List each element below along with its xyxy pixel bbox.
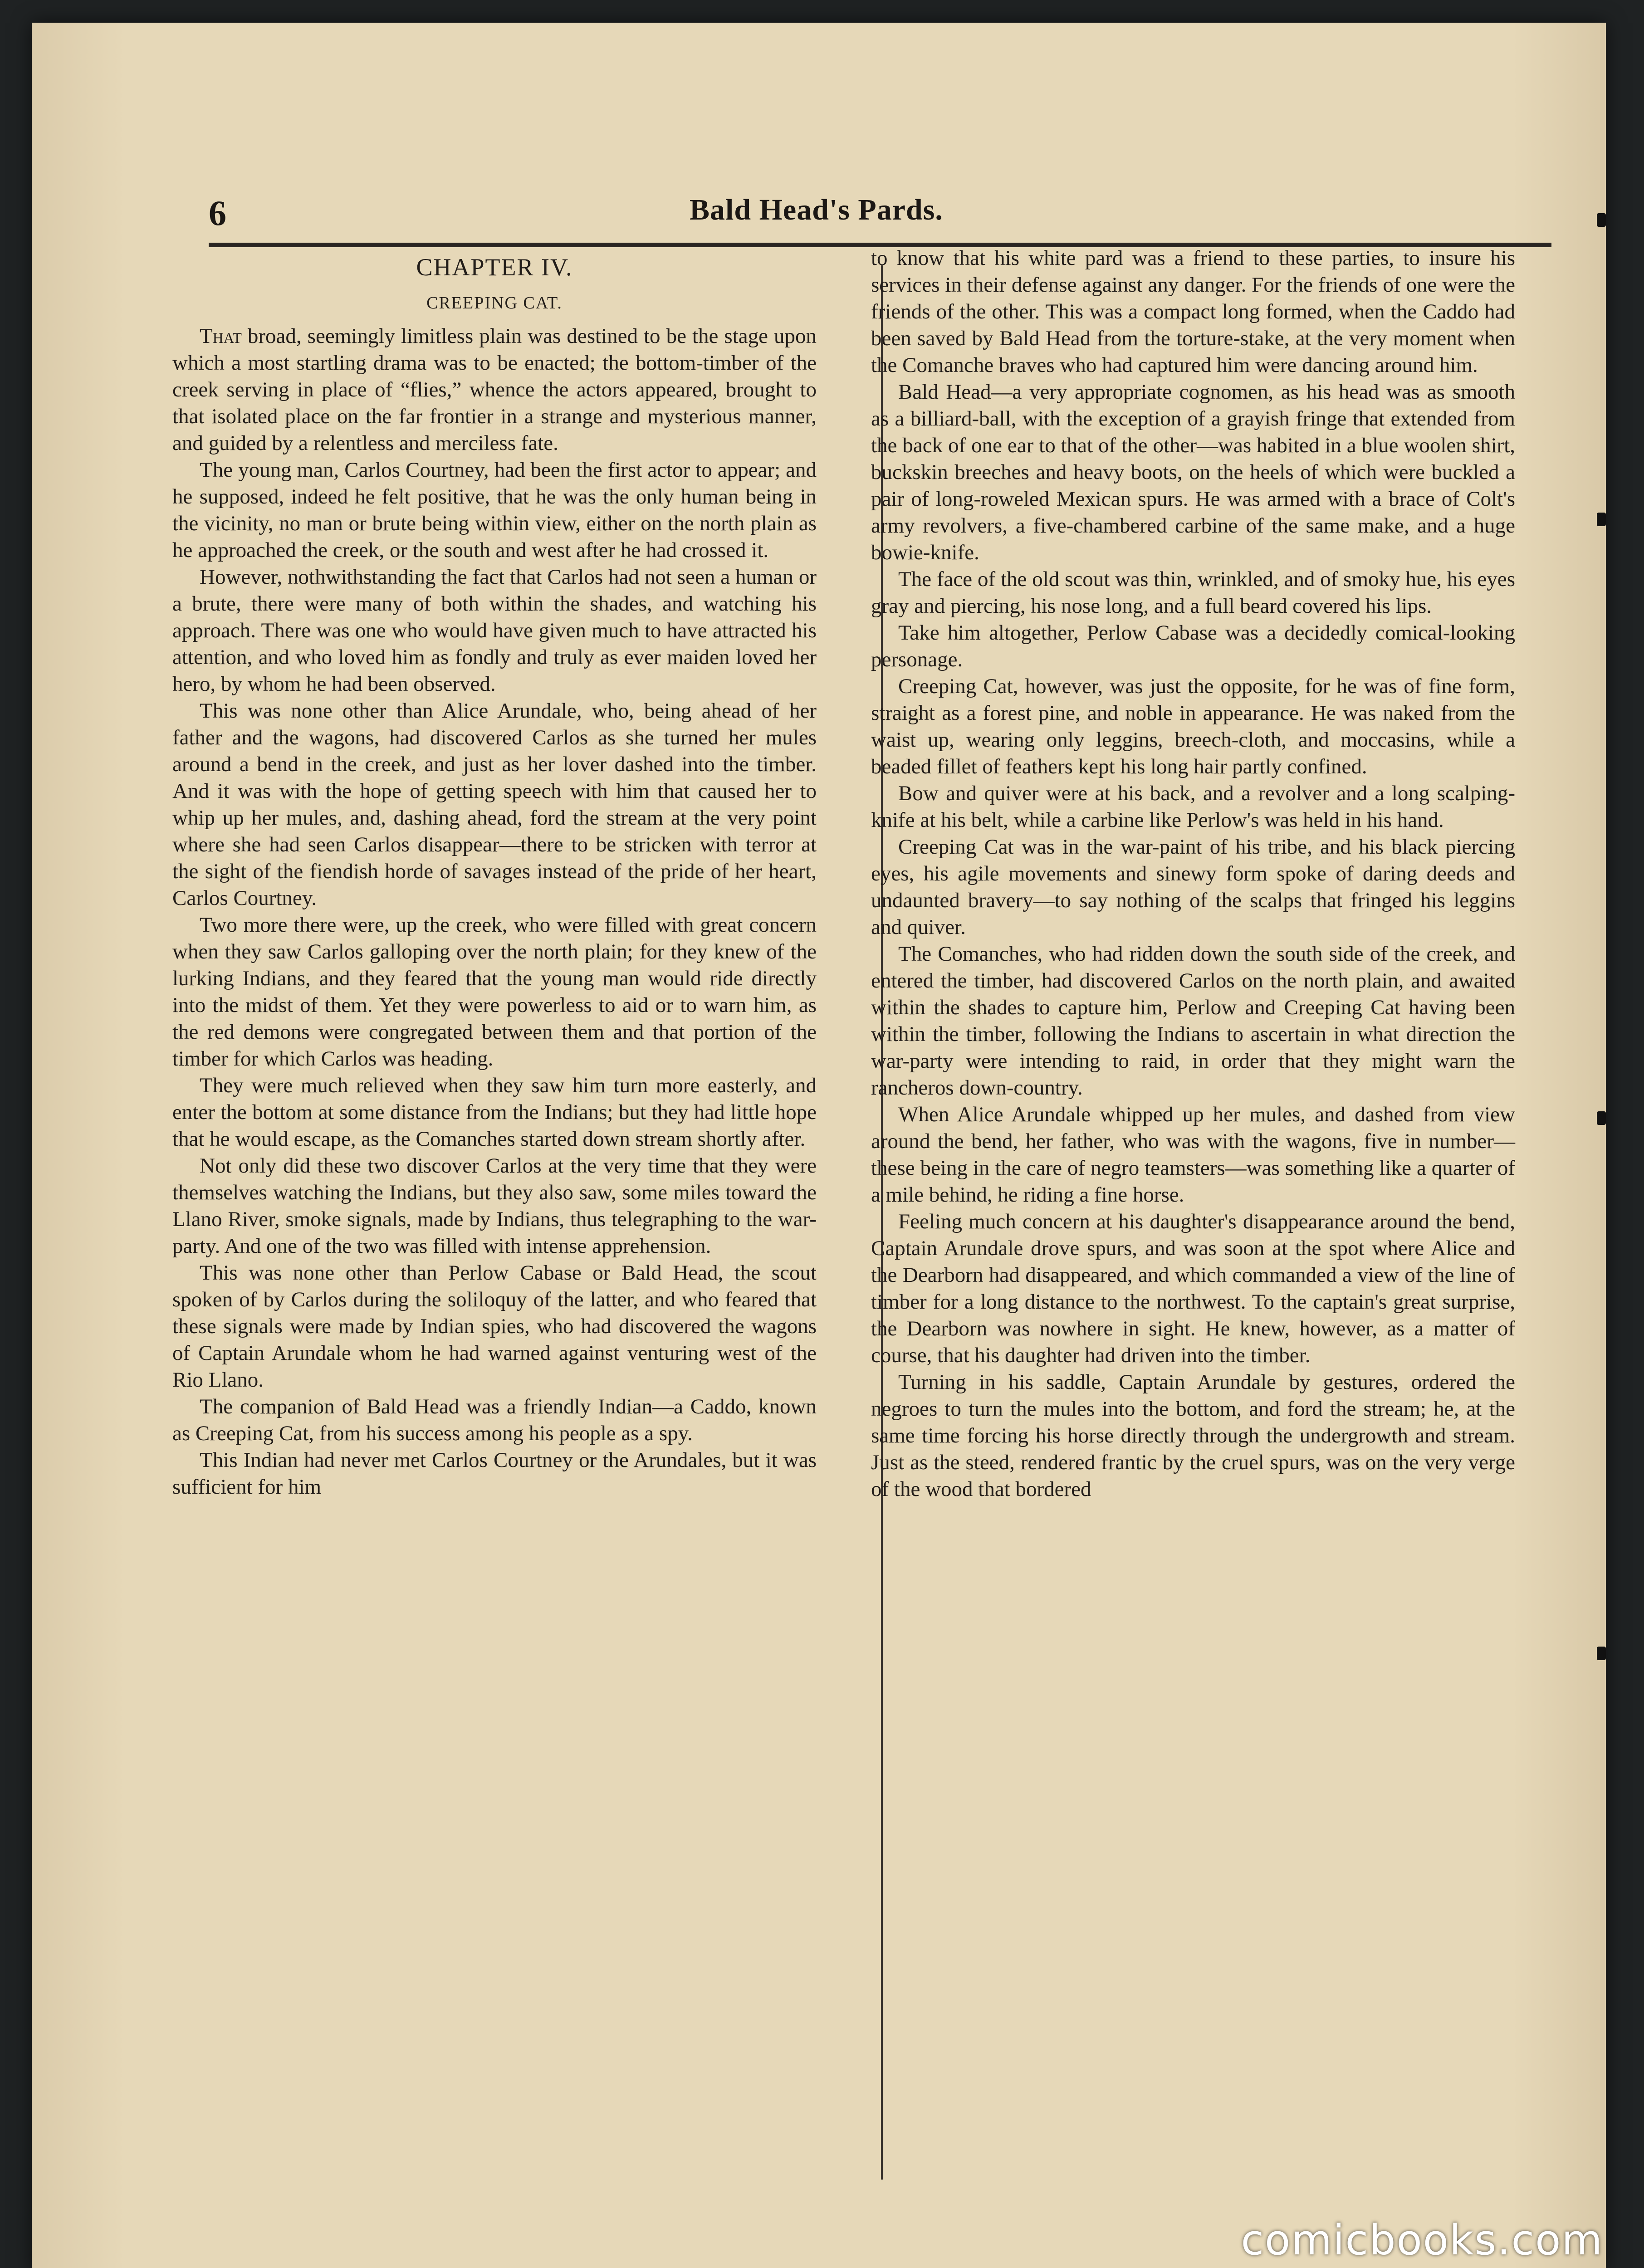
chapter-title: CHAPTER IV. [416, 254, 573, 281]
running-head: Bald Head's Pards. [690, 193, 943, 226]
paragraph: Creeping Cat was in the war-paint of his tribe, and his black piercing eyes, his agile movements and sinewy form spoke of daring deeds and undaunted bravery—to say nothing of the scalps that fringed his leggins and quiver. [871, 835, 1515, 939]
paragraph: Feeling much concern at his daughter's disappearance around the bend, Captain Arundale drove spurs, and was soon at the spot where Alice and the Dearborn had disappeared, and which commanded a view of the line of timber for a long distance to the northwest. To the captain's great surprise, the Dearborn was nowhere in sight. He knew, however, as a matter of course, that his daughter had driven into the timber. [871, 1210, 1515, 1367]
paragraph: The face of the old scout was thin, wrinkled, and of smoky hue, his eyes gray and piercing, his nose long, and a full beard covered his lips. [871, 567, 1515, 618]
paragraph-continuation: to know that his white pard was a friend to these parties, to insure his services in their defense against any danger. For the friends of one were the friends of the other. This was a compact long formed, when the Caddo had been saved by Bald Head from the torture-stake, at the very moment when the Comanche braves who had captured him were dancing around him. [871, 246, 1515, 377]
binding-staple [1597, 213, 1606, 227]
right-column [871, 245, 1515, 1503]
watermark: comicbooks.com [1241, 2216, 1603, 2264]
paragraph: Not only did these two discover Carlos at the very time that they were themselves watching the Indians, but they also saw, some miles toward the Llano River, smoke signals, made by Indians, thus telegraphing to the war-party. And one of the two was filled with intense apprehension. [172, 1154, 817, 1258]
chapter-subtitle: CREEPING CAT. [426, 293, 563, 313]
page-number: 6 [209, 193, 226, 233]
paragraph: Turning in his saddle, Captain Arundale by gestures, ordered the negroes to turn the mules into the bottom, and ford the stream; he, at the same time forcing his horse directly through the undergrowth and stream. Just as the steed, rendered frantic by the cruel spurs, was on the very verge of the wood that bordered [871, 1370, 1515, 1501]
paragraph: Two more there were, up the creek, who were filled with great concern when they saw Carlos galloping over the north plain; for they knew of the lurking Indians, and they feared that the young man would ride directly into the midst of them. Yet they were powerless to aid or to warn him, as the red demons were congregated between them and that portion of the timber for which Carlos was heading. [172, 913, 817, 1070]
paragraph: Bow and quiver were at his back, and a revolver and a long scalping-knife at his belt, while a carbine like Perlow's was held in his hand. [871, 782, 1515, 832]
paragraph: When Alice Arundale whipped up her mules, and dashed from view around the bend, her father, who was with the wagons, five in number—these being in the care of negro teamsters—was something like a quarter of a mile behind, he riding a fine horse. [871, 1103, 1515, 1207]
left-column [172, 245, 817, 1501]
binding-staple [1597, 1647, 1606, 1660]
paragraph [172, 323, 817, 457]
paragraph: Take him altogether, Perlow Cabase was a decidedly comical-looking personage. [871, 621, 1515, 671]
paragraph: However, nothwithstanding the fact that Carlos had not seen a human or a brute, there were many of both within the shades, and watching his approach. There was one who would have given much to have attracted his attention, and who loved him as fondly and truly as ever maiden loved her hero, by whom he had been observed. [172, 565, 817, 696]
paragraph: This Indian had never met Carlos Courtney or the Arundales, but it was sufficient for him [172, 1448, 817, 1499]
paragraph: This was none other than Alice Arundale, who, being ahead of her father and the wagons, had discovered Carlos as she turned her mules around a bend in the creek, and just as her lover dashed into the timber. And it was with the hope of getting speech with him that caused her to whip up her mules, and, dashing ahead, ford the stream at the very point where she had seen Carlos disappear—there to be stricken with terror at the sight of the fiendish horde of savages instead of the pride of her heart, Carlos Courtney. [172, 699, 817, 910]
paragraph: This was none other than Perlow Cabase or Bald Head, the scout spoken of by Carlos during the soliloquy of the latter, and who feared that these signals were made by Indian spies, who had discovered the wagons of Captain Arundale whom he had warned against venturing west of the Rio Llano. [172, 1261, 817, 1392]
paragraph: They were much relieved when they saw him turn more easterly, and enter the bottom at some distance from the Indians; but they had little hope that he would escape, as the Comanches started down stream shortly after. [172, 1074, 817, 1151]
paragraph: The young man, Carlos Courtney, had been the first actor to appear; and he supposed, indeed he felt positive, that he was the only human being in the vicinity, no man or brute being within view, either on the north plain as he approached the creek, or the south and west after he had crossed it. [172, 458, 817, 562]
binding-staple [1597, 513, 1606, 526]
paragraph-text: broad, seemingly limitless plain was destined to be the stage upon which a most startling drama was to be enacted; the bottom-timber of the creek serving in place of “flies,” whence the actors appeared, brought to that isolated place on the far frontier in a strange and mysterious manner, and guided by a relentless and merciless fate. [172, 324, 817, 455]
binding-staple [1597, 1111, 1606, 1125]
paragraph: Creeping Cat, however, was just the opposite, for he was of fine form, straight as a forest pine, and noble in appearance. He was naked from the waist up, wearing only leggins, breech-cloth, and moccasins, while a beaded fillet of feathers kept his long hair partly confined. [871, 675, 1515, 778]
paragraph: The companion of Bald Head was a friendly Indian—a Caddo, known as Creeping Cat, from his success among his people as a spy. [172, 1395, 817, 1445]
paragraph: The Comanches, who had ridden down the south side of the creek, and entered the timber, had discovered Carlos on the north plain, and awaited within the shades to capture him, Perlow and Creeping Cat having been within the timber, following the Indians to ascertain in what direction the war-party were intending to raid, in order that they might warn the rancheros down-country. [871, 942, 1515, 1100]
paragraph: Bald Head—a very appropriate cognomen, as his head was as smooth as a billiard-ball, with the exception of a grayish fringe that extended from the back of one ear to that of the other—was habited in a blue woolen shirt, buckskin breeches and heavy boots, on the heels of which were buckled a pair of long-roweled Mexican spurs. He was armed with a brace of Colt's army revolvers, a five-chambered carbine of the same make, and a huge bowie-knife. [871, 380, 1515, 564]
drop-word: That [200, 324, 242, 348]
